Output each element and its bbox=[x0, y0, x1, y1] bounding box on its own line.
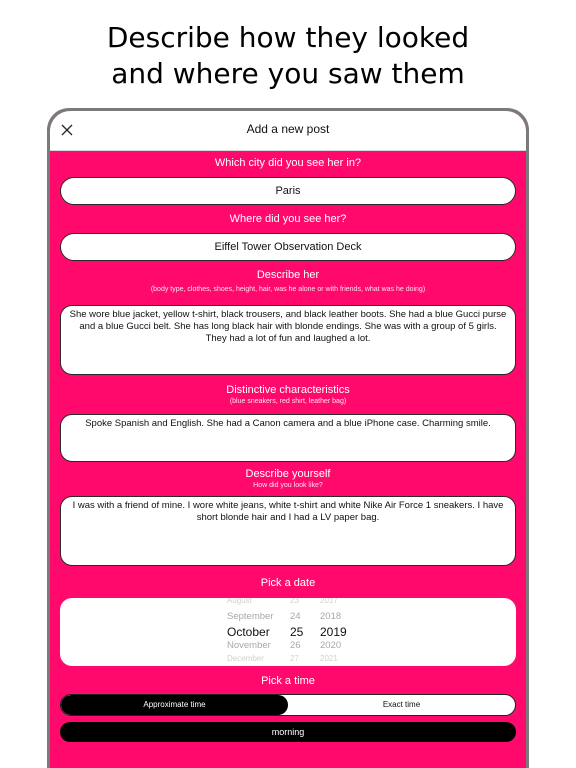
city-input[interactable]: Paris bbox=[60, 177, 516, 205]
describe-yourself-label: Describe yourself bbox=[245, 468, 331, 480]
picker-year-item: 2020 bbox=[320, 640, 342, 651]
close-icon bbox=[56, 119, 78, 141]
picker-month-item: December bbox=[227, 654, 264, 663]
place-label: Where did you see her? bbox=[229, 213, 347, 225]
picker-day-item: 24 bbox=[290, 611, 301, 622]
picker-day-item: 26 bbox=[290, 640, 301, 651]
time-of-day-select[interactable]: morning bbox=[60, 722, 516, 742]
month-column[interactable] bbox=[227, 598, 297, 666]
picker-month-item: November bbox=[227, 640, 271, 651]
headline bbox=[0, 20, 576, 92]
picker-year-item: 2017 bbox=[320, 598, 338, 605]
picker-month-item: August bbox=[227, 598, 252, 605]
headline-line-1: Describe how they looked bbox=[106, 21, 470, 54]
exact-time-option[interactable]: Exact time bbox=[382, 700, 421, 709]
approximate-time-option[interactable]: Approximate time bbox=[61, 695, 288, 715]
picker-day-item: 27 bbox=[290, 654, 299, 663]
day-column[interactable] bbox=[290, 598, 320, 666]
picker-year-selected: 2019 bbox=[320, 625, 347, 639]
close-button[interactable] bbox=[56, 119, 78, 141]
describe-her-hint: (body type, clothes, shoes, height, hair, was he alone or with friends, what was he doing) bbox=[150, 286, 426, 293]
picker-year-item: 2021 bbox=[320, 654, 338, 663]
distinctive-hint: (blue sneakers, red shirt, leather bag) bbox=[229, 398, 347, 405]
describe-yourself-hint: How did you look like? bbox=[253, 482, 323, 489]
place-input[interactable]: Eiffel Tower Observation Deck bbox=[60, 233, 516, 261]
app-screen bbox=[50, 111, 526, 768]
picker-month-item: September bbox=[227, 611, 274, 622]
device-frame bbox=[47, 108, 529, 768]
describe-her-label: Describe her bbox=[256, 269, 320, 281]
describe-yourself-textarea[interactable]: I was with a friend of mine. I wore white jeans, white t-shirt and white Nike Air Force 1 sneakers. I have short blonde hair and I had a LV paper bag. bbox=[60, 496, 516, 566]
picker-month-selected: October bbox=[227, 625, 270, 639]
picker-year-item: 2018 bbox=[320, 611, 342, 622]
city-label: Which city did you see her in? bbox=[214, 157, 362, 169]
page-title: Add a new post bbox=[246, 122, 330, 136]
distinctive-label: Distinctive characteristics bbox=[226, 384, 350, 396]
time-mode-toggle[interactable] bbox=[60, 694, 516, 716]
date-label: Pick a date bbox=[260, 577, 316, 589]
distinctive-textarea[interactable]: Spoke Spanish and English. She had a Canon camera and a blue iPhone case. Charming smile. bbox=[60, 414, 516, 462]
describe-her-textarea[interactable]: She wore blue jacket, yellow t-shirt, black trousers, and black leather boots. She had a blue Gucci purse and a blue Gucci belt. She has long black hair with blonde endings. She was with a group of 5 girls. They had a lot of fun and laughed a lot. bbox=[60, 305, 516, 375]
date-picker[interactable] bbox=[60, 598, 516, 666]
picker-day-selected: 25 bbox=[290, 625, 304, 639]
time-label: Pick a time bbox=[261, 675, 315, 687]
year-column[interactable] bbox=[320, 598, 360, 666]
modal-header bbox=[50, 111, 526, 151]
headline-line-2: and where you saw them bbox=[111, 57, 465, 90]
picker-day-item: 23 bbox=[290, 598, 299, 605]
